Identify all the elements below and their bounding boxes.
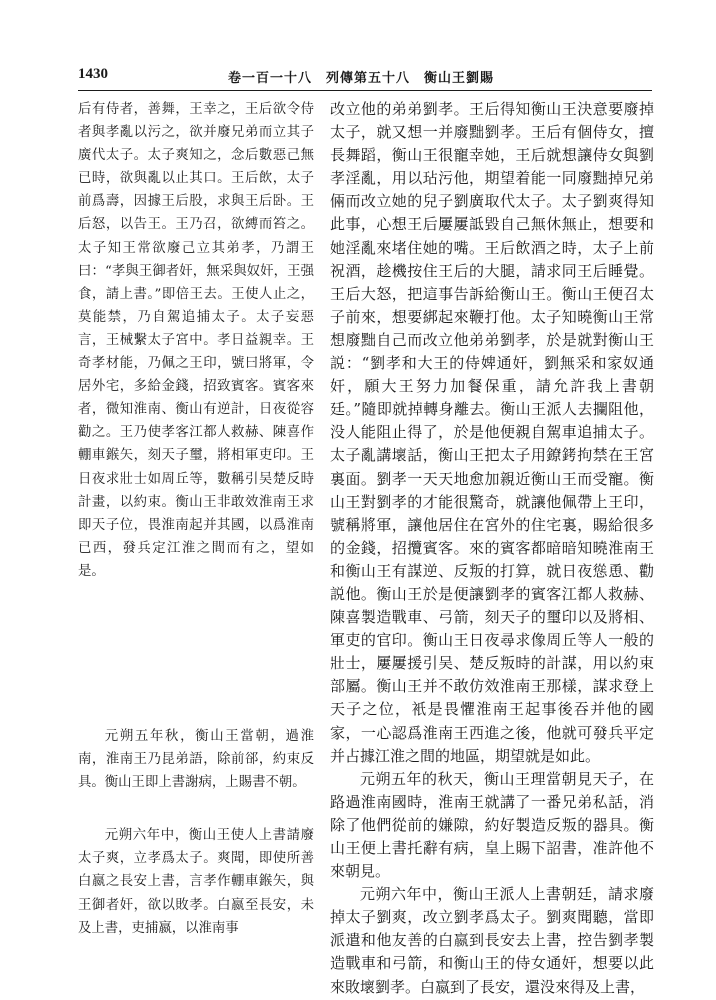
page-header (78, 64, 646, 92)
classical-paragraph: 元朔六年中，衡山王使人上書請廢太子爽，立孝爲太子。爽聞，即使所善白嬴之長安上書，言孝作輣車鍭矢，與王御者奸，欲以敗孝。白嬴至長安，未及上書，吏捕嬴，以淮南事 (78, 828, 314, 936)
page-number: 1430 (78, 66, 108, 82)
classical-text-column (78, 98, 314, 940)
translation-paragraph: 元朔六年中，衡山王派人上書朝廷，請求廢掉太子劉爽，改立劉孝爲太子。劉爽聞聽，當即派遣和他友善的白嬴到長安去上書，控告劉孝製造戰車和弓箭，和衡山王的侍女通奸，想要以此來敗壞劉孝。白嬴到了長安，還没來得及上書， (330, 885, 654, 996)
translation-text-column (330, 98, 654, 999)
classical-paragraph: 元朔五年秋，衡山王當朝，過淮南，淮南王乃昆弟語，除前郤，約束反具。衡山王即上書謝病，上賜書不朝。 (78, 728, 314, 791)
classical-paragraph: 后有侍者，善舞，王幸之，王后欲令侍者與孝亂以污之，欲并廢兄弟而立其子廣代太子。太子爽知之，念后數惡己無已時，欲與亂以止其口。王后飲，太子前爲壽，因據王后股，求與王后卧。王后怒，以告王。王乃召，欲縛而笞之。太子知王常欲廢己立其弟孝，乃謂王曰：“孝與王御者奸，無采與奴奸，王强食，請上書。”即倍王去。王使人止之，莫能禁，乃自駕追捕太子。太子妄惡言，王械繫太子宮中。孝日益親幸。王奇孝材能，乃佩之王印，號曰將軍，令居外宅，多給金錢，招致賓客。賓客來者，微知淮南、衡山有逆計，日夜從容勸之。王乃使孝客江都人救赫、陳喜作輣車鍭矢，刻天子璽，將相軍吏印。王日夜求壯士如周丘等，數稱引吴楚反時計畫，以約束。衡山王非敢效淮南王求即天子位，畏淮南起并其國，以爲淮南已西，發兵定江淮之間而有之，望如是。 (78, 102, 314, 579)
translation-paragraph: 元朔五年的秋天，衡山王理當朝見天子，在路過淮南國時，淮南王就講了一番兄弟私話，消除了他們從前的嫌隙，約好製造反叛的器具。衡山王便上書托辭有病，皇上賜下詔書，准許他不來朝見。 (330, 769, 654, 881)
running-head: 卷一百一十八 列傳第五十八 衡山王劉賜 (228, 71, 495, 86)
translation-paragraph: 改立他的弟弟劉孝。王后得知衡山王決意要廢掉太子，就又想一并廢黜劉孝。王后有個侍女，擅長舞蹈，衡山王很寵幸她，王后就想讓侍女與劉孝淫亂，用以玷污他，期望着能一同廢黜掉兄弟倆而改立她的兒子劉廣取代太子。太子劉爽得知此事，心想王后屢屢詆毀自己無休無止，想要和她淫亂來堵住她的嘴。王后飲酒之時，太子上前祝酒，趁機按住王后的大腿，請求同王后睡覺。王后大怒，把這事告訴給衡山王。衡山王便召太子前來，想要綁起來鞭打他。太子知曉衡山王常想廢黜自己而改立他弟弟劉孝，於是就對衡山王説：“劉孝和大王的侍婢通奸，劉無采和家奴通奸，願大王努力加餐保重，請允許我上書朝廷。”隨即就掉轉身離去。衡山王派人去攔阻他，没人能阻止得了，於是他便親自駕車追捕太子。太子亂講壞話，衡山王把太子用鐐銬拘禁在王宮裏面。劉孝一天天地愈加親近衡山王而受寵。衡山王對劉孝的才能很驚奇，就讓他佩帶上王印，號稱將軍，讓他居住在宮外的住宅裏，賜給很多的金錢，招攬賓客。來的賓客都暗暗知曉淮南王和衡山王有謀逆、反叛的打算，就日夜慫恿、勸説他。衡山王於是便讓劉孝的賓客江都人救赫、陳喜製造戰車、弓箭，刻天子的璽印以及將相、軍吏的官印。衡山王日夜尋求像周丘等人一般的壯士，屢屢援引吴、楚反叛時的計謀，用以約束部屬。衡山王并不敢仿效淮南王那樣，謀求登上天子之位，衹是畏懼淮南王起事後吞并他的國家，一心認爲淮南王西進之後，他就可發兵平定并占據江淮之間的地區，期望就是如此。 (330, 100, 654, 765)
header-rule (78, 90, 652, 91)
